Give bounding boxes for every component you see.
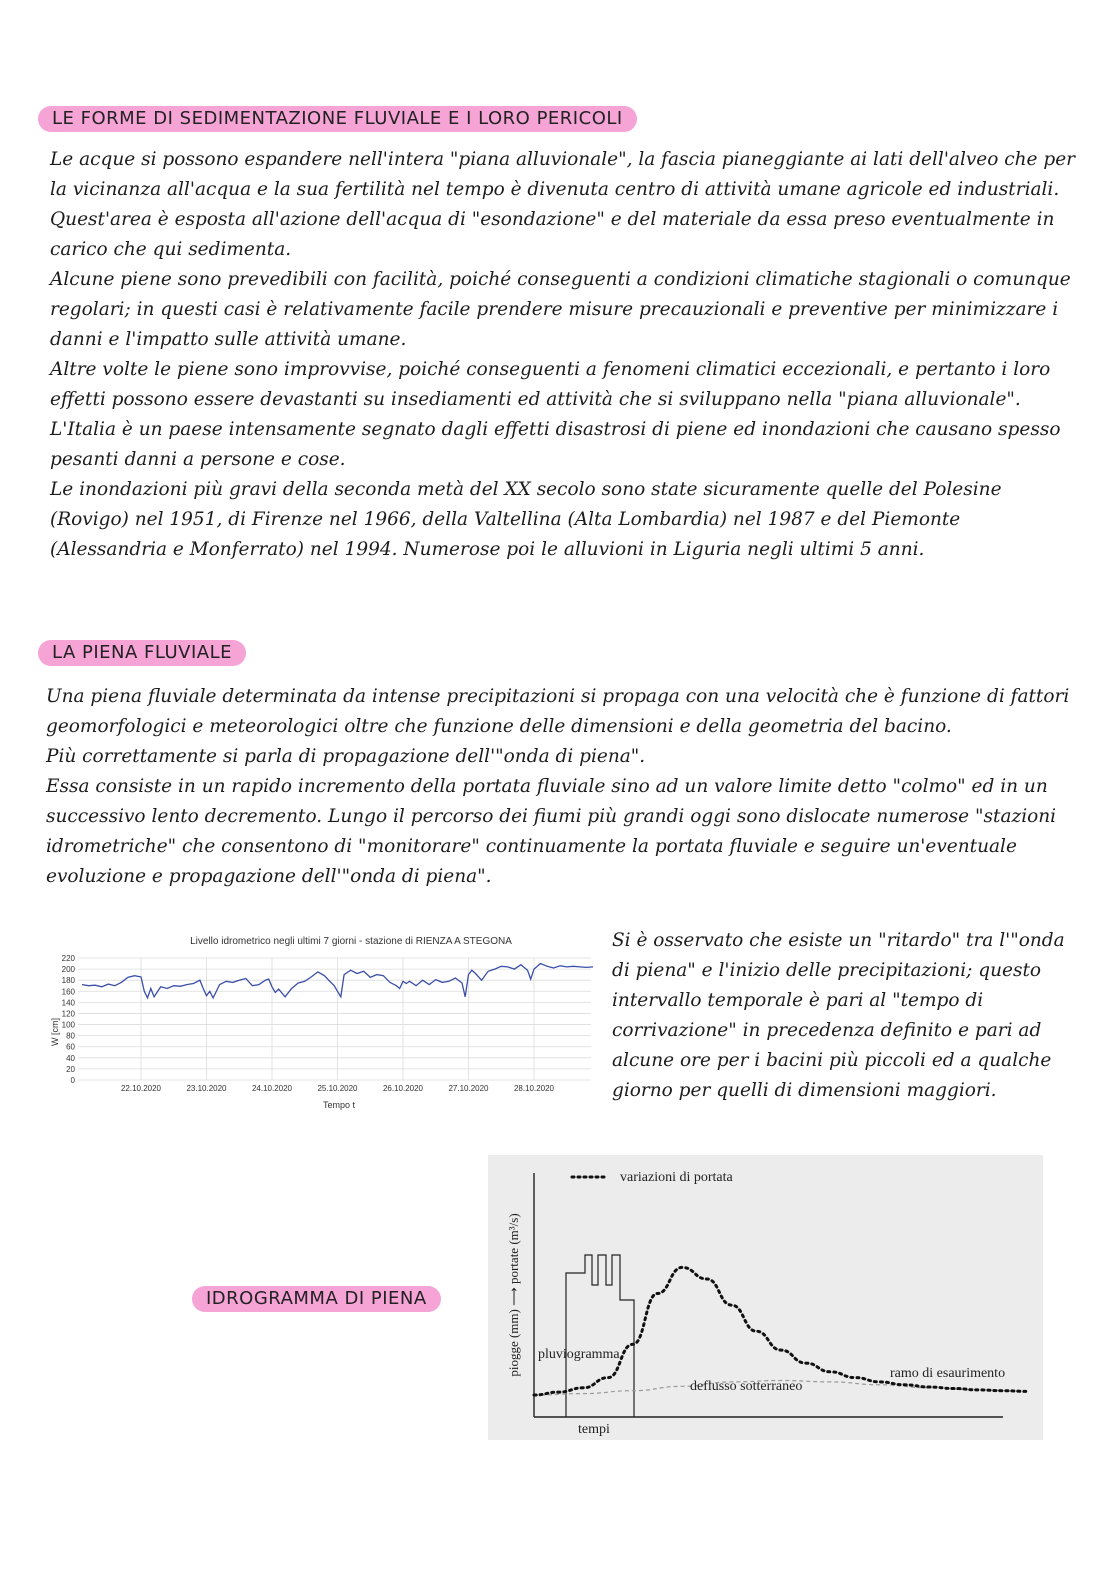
x-tick-label: 22.10.2020 bbox=[120, 1084, 162, 1093]
y-tick-label: 0 bbox=[70, 1076, 75, 1085]
x-tick-label: 24.10.2020 bbox=[251, 1084, 293, 1093]
side-heading-idrogramma: IDROGRAMMA DI PIENA bbox=[192, 1286, 441, 1312]
y-tick-label: 220 bbox=[61, 954, 75, 963]
paragraph: Essa consiste in un rapido incremento della portata fluviale sino ad un valore limite detto "colmo" ed in un successivo lento decremento. Lungo il percorso dei fiumi più grandi oggi sono dislocate numerose "stazioni idrometriche" che consentono di "monitorare" continuamente la portata fluviale e seguire un'eventuale evoluzione e propagazione dell'"onda di piena". bbox=[46, 776, 1057, 887]
paragraph: Le inondazioni più gravi della seconda metà del XX secolo sono state sicuramente quelle del Polesine (Rovigo) nel 1951, di Firenze nel 1966, della Valtellina (Alta Lombardia) nel 1987 e del Piemonte (Alessandria e Monferrato) nel 1994. Numerose poi le alluvioni in Liguria negli ultimi 5 anni. bbox=[50, 479, 1002, 560]
annotation-pluviogramma: pluviogramma bbox=[538, 1347, 620, 1362]
side-text-ritardo: Si è osservato che esiste un "ritardo" tra l'"onda di piena" e l'inizio delle precipitazioni; questo intervallo temporale è pari al "tempo di corrivazione" in precedenza definito e pari ad alcune ore per i bacini più piccoli ed a qualche giorno per quelli di dimensioni maggiori. bbox=[612, 930, 1065, 1101]
hydrometric-level-chart bbox=[46, 930, 601, 1112]
section-body-piena-fluviale bbox=[46, 682, 1076, 892]
y-tick-label: 140 bbox=[61, 998, 75, 1008]
y-axis-label: piogge (mm) ⟶ portate (m³/s) bbox=[506, 1213, 521, 1377]
y-tick-label: 60 bbox=[66, 1042, 75, 1052]
x-tick-label: 26.10.2020 bbox=[382, 1084, 424, 1093]
paragraph: Alcune piene sono prevedibili con facilità, poiché conseguenti a condizioni climatiche stagionali o comunque regolari; in questi casi è relativamente facile prendere misure precauzionali e preventive per minimizzare i danni e l'impatto sulle attività umane. bbox=[50, 269, 1071, 350]
y-tick-label: 100 bbox=[61, 1020, 75, 1030]
section-heading-piena-fluviale: LA PIENA FLUVIALE bbox=[38, 640, 246, 666]
hydrograph-figure bbox=[488, 1155, 1043, 1440]
paragraph: Le acque si possono espandere nell'intera "piana alluvionale", la fascia pianeggiante ai lati dell'alveo che per la vicinanza all'acqua e la sua fertilità nel tempo è divenuta centro di attività umane agricole ed industriali. Quest'area è esposta all'azione dell'acqua di "esondazione" e del materiale da essa preso eventualmente in carico che qui sedimenta. bbox=[50, 149, 1076, 260]
x-tick-label: 28.10.2020 bbox=[513, 1084, 555, 1093]
section-body-sedimentazione bbox=[50, 145, 1080, 565]
x-tick-label: 25.10.2020 bbox=[317, 1084, 358, 1093]
x-axis-label: tempi bbox=[578, 1422, 610, 1437]
chart-title: Livello idrometrico negli ultimi 7 giorni - stazione di RIENZA A STEGONA bbox=[190, 936, 512, 947]
annotation-deflusso: deflusso sotterraneo bbox=[690, 1379, 803, 1394]
x-axis-label: Tempo t bbox=[322, 1100, 356, 1110]
y-tick-label: 160 bbox=[61, 987, 75, 997]
legend-label: variazioni di portata bbox=[620, 1170, 733, 1185]
paragraph: Altre volte le piene sono improvvise, poiché conseguenti a fenomeni climatici eccezionali, e pertanto i loro effetti possono essere devastanti su insediamenti ed attività che si sviluppano nella "piana alluvionale". L'Italia è un paese intensamente segnato dagli effetti disastrosi di piene ed inondazioni che causano spesso pesanti danni a persone e cose. bbox=[50, 359, 1061, 470]
section-heading-sedimentazione: LE FORME DI SEDIMENTAZIONE FLUVIALE E I LORO PERICOLI bbox=[38, 106, 637, 132]
x-tick-label: 23.10.2020 bbox=[186, 1084, 227, 1093]
y-tick-label: 120 bbox=[61, 1009, 75, 1019]
y-tick-label: 80 bbox=[66, 1031, 75, 1041]
figure-background bbox=[488, 1155, 1043, 1440]
y-tick-label: 200 bbox=[61, 965, 75, 975]
y-tick-label: 180 bbox=[61, 976, 75, 986]
y-axis-label: W [cm] bbox=[50, 1018, 60, 1046]
paragraph: Più correttamente si parla di propagazione dell'"onda di piena". bbox=[46, 746, 646, 767]
annotation-esaurimento: ramo di esaurimento bbox=[890, 1366, 1006, 1381]
y-tick-label: 40 bbox=[66, 1053, 75, 1063]
paragraph: Una piena fluviale determinata da intense precipitazioni si propaga con una velocità che è funzione di fattori geomorfologici e meteorologici oltre che funzione delle dimensioni e della geometria del bacino. bbox=[46, 686, 1070, 737]
x-tick-label: 27.10.2020 bbox=[448, 1084, 489, 1093]
y-tick-label: 20 bbox=[66, 1064, 75, 1074]
